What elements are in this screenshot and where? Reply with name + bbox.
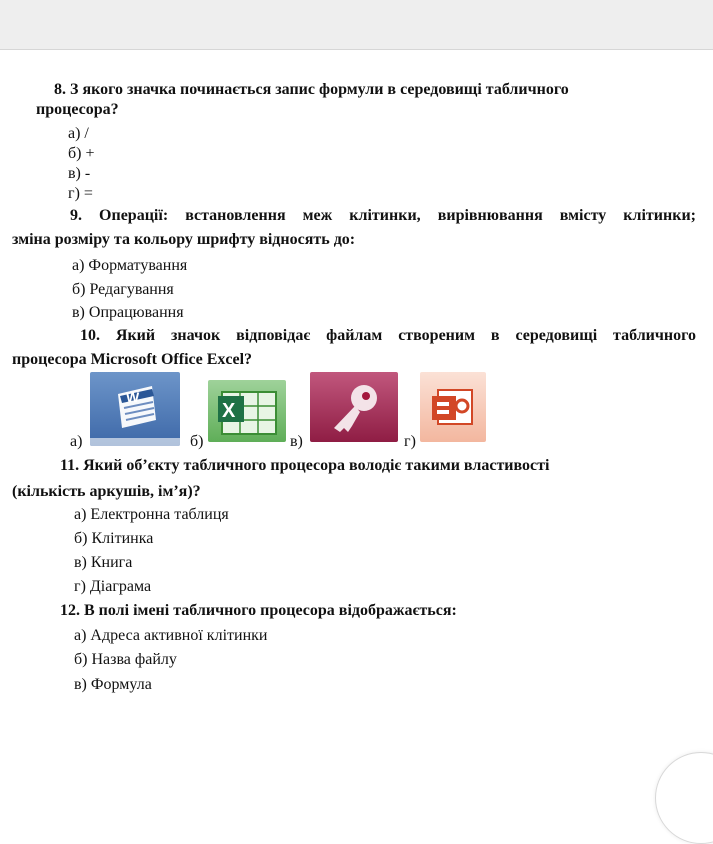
q12-question-line1: 12. В полі імені табличного процесора відображається: [60,602,457,619]
powerpoint-icon [420,372,486,442]
q10-label-c: в) [290,433,303,450]
q11-question-line2: (кількість аркушів, ім’я)? [12,483,201,500]
q12-option-a: а) Адреса активної клітинки [74,627,268,644]
q11-option-c: в) Книга [74,554,133,571]
q12-option-c: в) Формула [74,676,152,693]
q12-option-b: б) Назва файлу [74,651,177,668]
q8-option-c: в) - [68,165,91,182]
svg-text:W: W [126,389,140,405]
q9-question-line1: 9. Операції: встановлення меж клітинки, вирівнювання вмісту клітинки; [70,207,696,224]
q8-option-a: а) / [68,125,89,142]
excel-icon [208,380,286,442]
q11-option-d: г) Діаграма [74,578,152,595]
word-icon [90,372,180,446]
q10-label-d: г) [404,433,416,450]
access-icon [310,372,398,442]
q11-option-b: б) Клітинка [74,530,154,547]
q10-label-b: б) [190,433,204,450]
q10-label-a: а) [70,433,83,450]
q9-option-a: а) Форматування [72,257,188,274]
q8-option-d: г) = [68,185,93,202]
q11-option-a: а) Електронна таблиця [74,506,229,523]
q8-question-line1: 8. З якого значка починається запис формули в середовищі табличного [54,81,569,98]
q9-question-line2: зміна розміру та кольору шрифту відносять до: [12,231,356,248]
q8-option-b: б) + [68,145,95,162]
q10-question-line2: процесора Microsoft Office Excel? [12,351,253,368]
svg-text:X: X [222,400,236,422]
q8-question-line2: процесора? [36,101,119,118]
q10-question-line1: 10. Який значок відповідає файлам створеним в середовищі табличного [80,327,696,344]
q9-option-b: б) Редагування [72,281,174,298]
q11-question-line1: 11. Який об’єкту табличного процесора володіє такими властивості [60,457,550,474]
q9-option-c: в) Опрацювання [72,304,184,321]
